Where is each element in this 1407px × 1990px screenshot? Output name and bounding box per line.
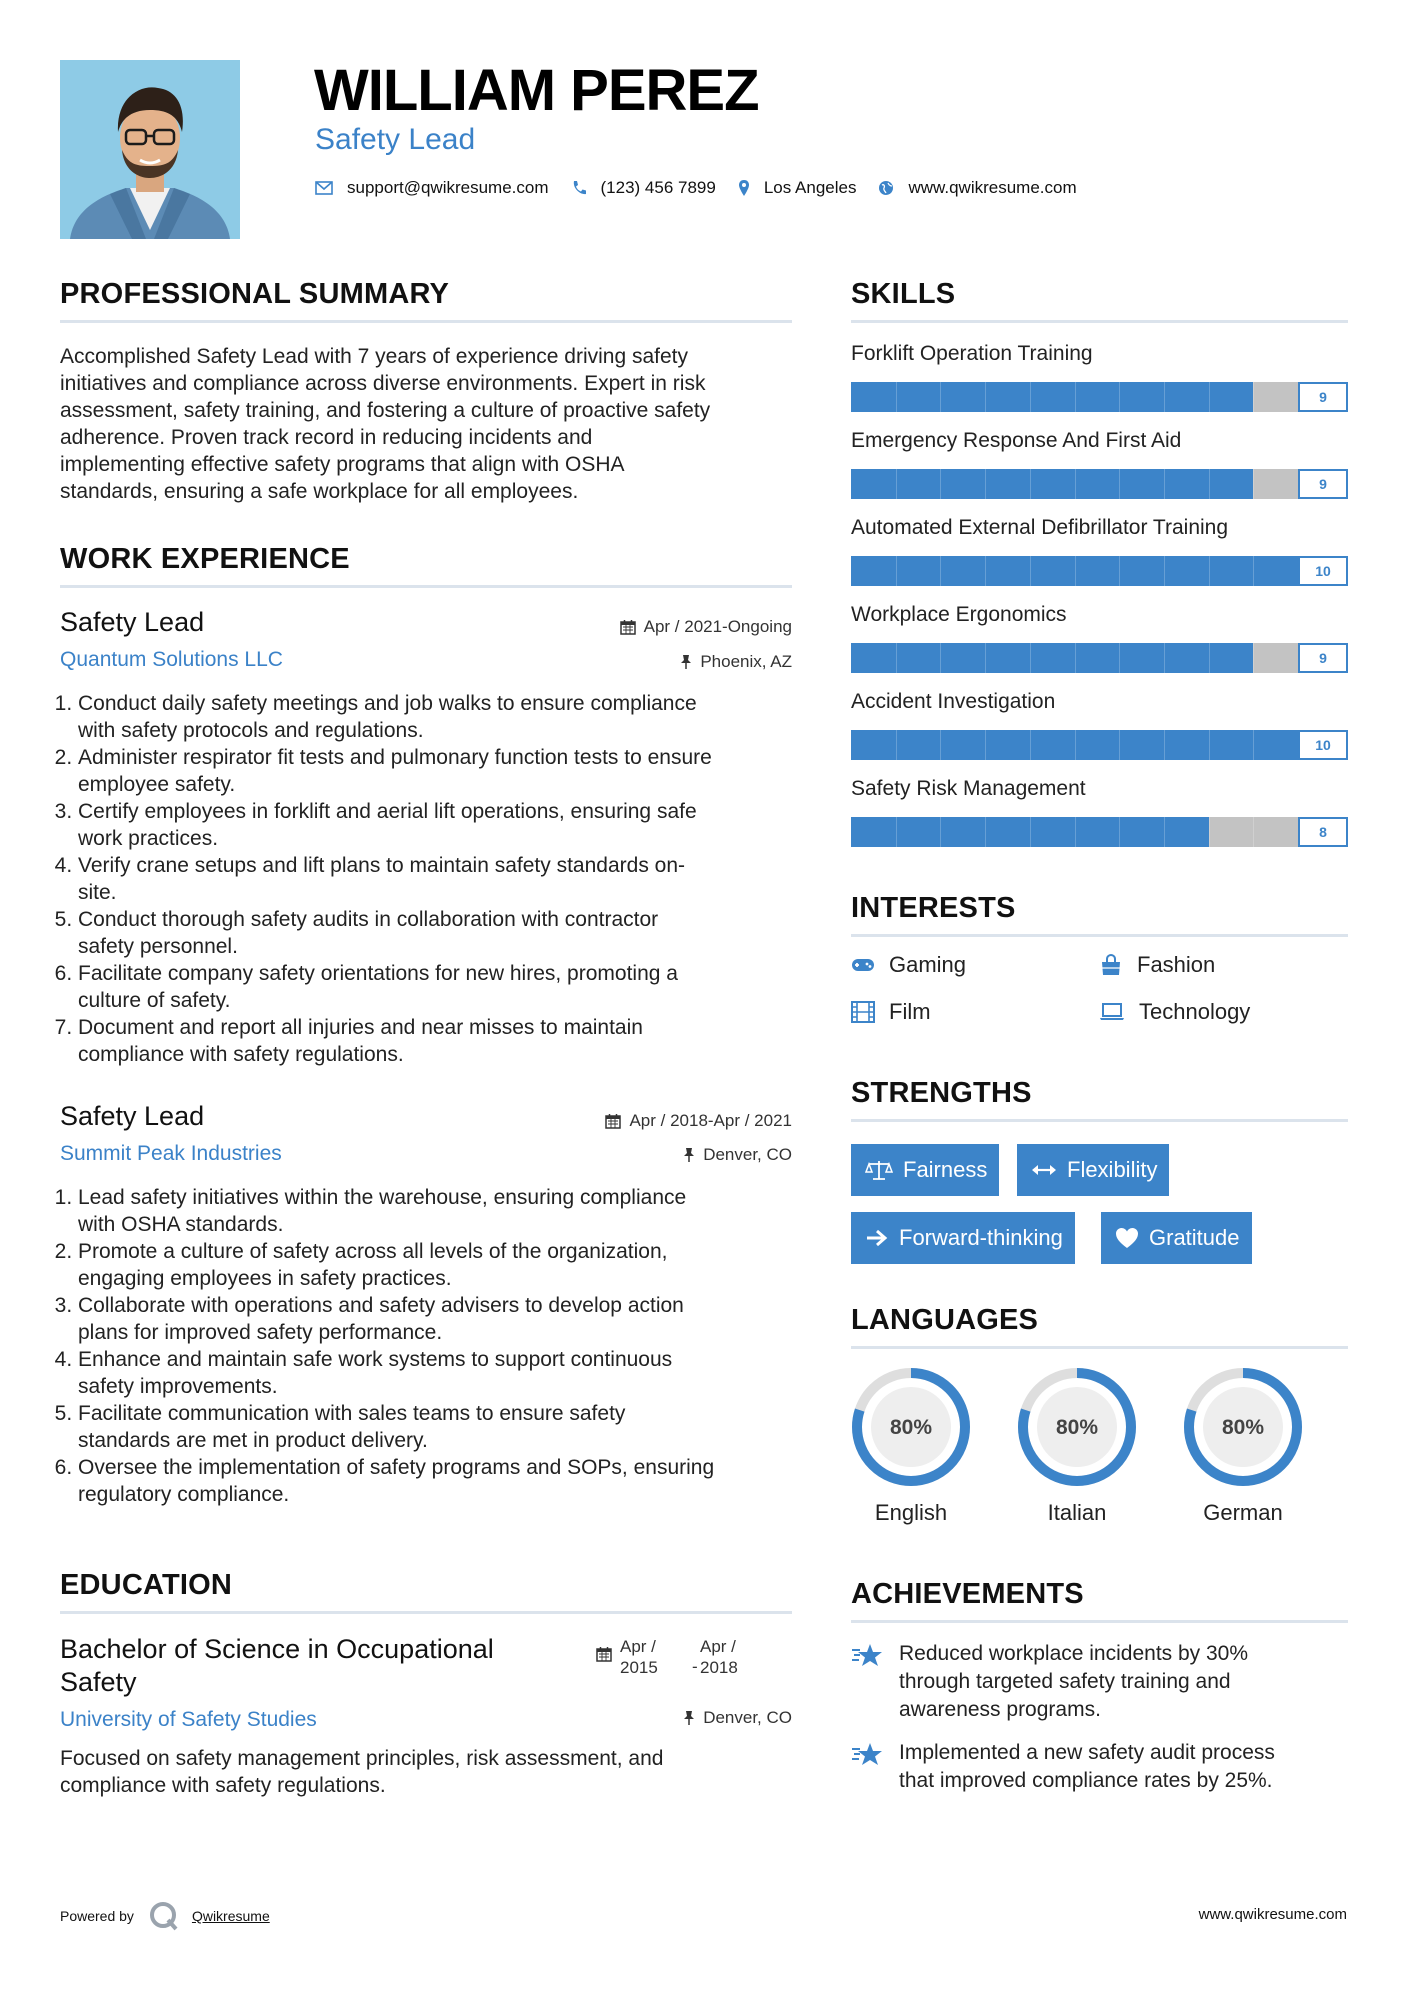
- job-responsibilities: [60, 1184, 802, 1508]
- skill-bar-segment: [1209, 730, 1210, 760]
- list-item: 1. Conduct daily safety meetings and job walks to ensure compliance with safety protocols and regulations.: [78, 690, 802, 744]
- job-location-text: Denver, CO: [703, 1145, 792, 1164]
- skill-score: 8: [1298, 817, 1348, 847]
- job-location: [680, 651, 792, 673]
- map-pin-icon: [738, 179, 750, 197]
- skills-rule: [851, 320, 1348, 323]
- degree-line: Safety: [60, 1667, 137, 1697]
- strength-gratitude: Gratitude: [1101, 1212, 1252, 1264]
- school-name[interactable]: University of Safety Studies: [60, 1708, 317, 1731]
- interests-rule: [851, 934, 1348, 937]
- skill-bar-segment: [1075, 643, 1076, 673]
- experience-rule: [60, 585, 792, 588]
- skill-bar-segment: [1119, 382, 1120, 412]
- skills-heading: SKILLS: [851, 278, 956, 310]
- job-date-text: Apr / 2018-Apr / 2021: [629, 1111, 792, 1130]
- skill-bar-segment: [985, 556, 986, 586]
- summary-text: [60, 343, 800, 505]
- skill-bar-segment: [1030, 556, 1031, 586]
- skill-score: 9: [1298, 643, 1348, 673]
- education-heading: EDUCATION: [60, 1569, 233, 1601]
- education-end: - Apr / 2018: [692, 1637, 738, 1677]
- skill-bar-segment: [896, 469, 897, 499]
- skill-bar: [851, 556, 1348, 586]
- summary-rule: [60, 320, 792, 323]
- list-item: 4. Verify crane setups and lift plans to maintain safety standards on- site.: [78, 852, 802, 906]
- arrow-right-icon: [865, 1228, 889, 1248]
- footer-site[interactable]: www.qwikresume.com: [1198, 1906, 1347, 1923]
- skill-bar-segment: [1253, 643, 1254, 673]
- skill-bar: [851, 730, 1348, 760]
- contact-phone[interactable]: [571, 178, 716, 198]
- skill-bar-segment: [985, 469, 986, 499]
- skill-bar-segment: [1119, 817, 1120, 847]
- skill-bar-segment: [1164, 730, 1165, 760]
- skill-score: 10: [1298, 730, 1348, 760]
- strength-forward-thinking: Forward-thinking: [851, 1212, 1075, 1264]
- skill-bar-fill: [851, 382, 1253, 412]
- interest-fashion: Fashion: [1099, 952, 1215, 978]
- skill-bar-segment: [896, 556, 897, 586]
- calendar-icon: [620, 619, 636, 635]
- skill-bar-segment: [1209, 643, 1210, 673]
- skill-bar: [851, 382, 1348, 412]
- skill-label: Safety Risk Management: [851, 777, 1086, 800]
- skill-bar-fill: [851, 469, 1253, 499]
- language-ring-chart: [1181, 1365, 1305, 1489]
- skill-bar-segment: [1164, 469, 1165, 499]
- email-text: support@qwikresume.com: [347, 178, 549, 197]
- list-item: 2. Promote a culture of safety across all levels of the organization, engaging employees in safety practices.: [78, 1238, 802, 1292]
- strengths-rule: [851, 1119, 1348, 1122]
- candidate-title: Safety Lead: [315, 123, 476, 156]
- skill-label: Accident Investigation: [851, 690, 1056, 713]
- skill-bar-segment: [940, 382, 941, 412]
- list-item: 1. Lead safety initiatives within the warehouse, ensuring compliance with OSHA standards.: [78, 1184, 802, 1238]
- language-percent: 80%: [1055, 1416, 1099, 1439]
- language-percent: 80%: [889, 1416, 933, 1439]
- phone-text: (123) 456 7899: [600, 178, 716, 197]
- skill-label: Automated External Defibrillator Training: [851, 516, 1229, 539]
- education-dates: [596, 1636, 770, 1678]
- skill-bar-segment: [896, 817, 897, 847]
- skill-bar-segment: [1119, 469, 1120, 499]
- skill-bar-segment: [1030, 817, 1031, 847]
- skill-bar-segment: [1209, 556, 1210, 586]
- skill-bar-segment: [940, 730, 941, 760]
- contact-website[interactable]: [878, 178, 1076, 198]
- calendar-icon: [596, 1646, 612, 1662]
- skill-bar-segment: [1030, 469, 1031, 499]
- skill-bar-segment: [1119, 556, 1120, 586]
- language-name: English: [874, 1500, 948, 1525]
- skill-bar-segment: [1119, 643, 1120, 673]
- skill-bar-segment: [985, 817, 986, 847]
- achievements-heading: ACHIEVEMENTS: [851, 1578, 1084, 1610]
- list-item: 7. Document and report all injuries and near misses to maintain compliance with safety regulations.: [78, 1014, 802, 1068]
- globe-icon: [878, 180, 894, 196]
- pushpin-icon: [683, 1710, 695, 1726]
- skill-bar-segment: [1164, 556, 1165, 586]
- skill-bar-segment: [1075, 817, 1076, 847]
- skill-bar-segment: [1075, 469, 1076, 499]
- languages-rule: [851, 1346, 1348, 1349]
- language-ring-chart: [849, 1365, 973, 1489]
- skill-score: 10: [1298, 556, 1348, 586]
- skill-bar-segment: [896, 730, 897, 760]
- arrows-horizontal-icon: [1031, 1163, 1057, 1177]
- achievement-item: Reduced workplace incidents by 30% through targeted safety training and awareness programs.: [851, 1640, 1348, 1724]
- summary-line: standards, ensuring a safe workplace for all employees.: [60, 480, 579, 503]
- envelope-icon: [315, 181, 333, 195]
- star-icon: [851, 1642, 883, 1670]
- skill-score: 9: [1298, 469, 1348, 499]
- list-item: 2. Administer respirator fit tests and pulmonary function tests to ensure employee safety.: [78, 744, 802, 798]
- skill-bar-segment: [1164, 643, 1165, 673]
- achievements-rule: [851, 1620, 1348, 1623]
- summary-heading: PROFESSIONAL SUMMARY: [60, 278, 450, 310]
- language-name: German: [1203, 1500, 1283, 1525]
- star-icon: [851, 1741, 883, 1769]
- skill-bar-segment: [1253, 730, 1254, 760]
- education-location-text: Denver, CO: [703, 1708, 792, 1727]
- pushpin-icon: [683, 1147, 695, 1163]
- film-icon: [851, 1001, 875, 1023]
- language-name: Italian: [1047, 1500, 1107, 1525]
- candidate-name: WILLIAM PEREZ: [314, 58, 759, 123]
- education-location: [683, 1707, 792, 1729]
- skill-bar-segment: [1253, 469, 1254, 499]
- language-ring: [1181, 1365, 1305, 1494]
- job-title: Safety Lead: [60, 1101, 205, 1131]
- strength-flexibility: Flexibility: [1017, 1144, 1169, 1196]
- job-company[interactable]: Summit Peak Industries: [60, 1142, 282, 1165]
- interest-gaming: Gaming: [851, 952, 966, 978]
- skill-bar-segment: [940, 643, 941, 673]
- shopping-bag-icon: [1099, 954, 1123, 976]
- strengths-heading: STRENGTHS: [851, 1077, 1032, 1109]
- contact-location: [738, 178, 857, 198]
- job-location: [683, 1144, 792, 1166]
- education-description: Focused on safety management principles, risk assessment, and compliance with safety regulations.: [60, 1747, 664, 1797]
- job-location-text: Phoenix, AZ: [700, 652, 792, 671]
- skill-bar-segment: [1253, 817, 1254, 847]
- pushpin-icon: [680, 654, 692, 670]
- skill-bar-segment: [1209, 469, 1210, 499]
- skill-bar: [851, 643, 1348, 673]
- list-item: 5. Facilitate communication with sales teams to ensure safety standards are met in product delivery.: [78, 1400, 802, 1454]
- skill-bar-segment: [940, 817, 941, 847]
- list-item: 3. Certify employees in forklift and aerial lift operations, ensuring safe work practices.: [78, 798, 802, 852]
- list-item: 4. Enhance and maintain safe work systems to support continuous safety improvements.: [78, 1346, 802, 1400]
- summary-line: implementing effective safety programs that align with OSHA: [60, 453, 625, 476]
- summary-line: adherence. Proven track record in reducing incidents and: [60, 426, 593, 449]
- job-responsibilities: [60, 690, 802, 1068]
- skill-bar-segment: [1164, 817, 1165, 847]
- skill-label: Workplace Ergonomics: [851, 603, 1067, 626]
- summary-line: assessment, safety training, and fostering a culture of proactive safety: [60, 399, 711, 422]
- contact-email[interactable]: [315, 178, 549, 198]
- heart-icon: [1115, 1227, 1139, 1249]
- qwikresume-logo-icon: [148, 1900, 180, 1932]
- strength-fairness: Fairness: [851, 1144, 999, 1196]
- experience-heading: WORK EXPERIENCE: [60, 543, 350, 575]
- job-date: [605, 1110, 792, 1132]
- list-item: 6. Facilitate company safety orientations for new hires, promoting a culture of safety.: [78, 960, 802, 1014]
- skill-bar-segment: [1030, 382, 1031, 412]
- job-title: Safety Lead: [60, 607, 205, 637]
- skill-bar: [851, 469, 1348, 499]
- skill-bar-segment: [985, 730, 986, 760]
- phone-icon: [571, 180, 587, 196]
- list-item: 5. Conduct thorough safety audits in collaboration with contractor safety personnel.: [78, 906, 802, 960]
- interests-heading: INTERESTS: [851, 892, 1016, 924]
- profile-photo: [60, 60, 240, 239]
- skill-bar-segment: [1075, 382, 1076, 412]
- skill-label: Emergency Response And First Aid: [851, 429, 1182, 452]
- degree-title: [60, 1633, 580, 1699]
- language-ring: [1015, 1365, 1139, 1494]
- website-text: www.qwikresume.com: [908, 178, 1077, 197]
- education-start: Apr / 2015: [620, 1637, 658, 1677]
- interest-film: Film: [851, 999, 931, 1025]
- contact-row: [315, 178, 1099, 198]
- gamepad-icon: [851, 957, 875, 973]
- skill-label: Forklift Operation Training: [851, 342, 1093, 365]
- skill-bar-segment: [1209, 817, 1210, 847]
- skill-bar-segment: [1030, 643, 1031, 673]
- languages-heading: LANGUAGES: [851, 1304, 1039, 1336]
- skill-bar-segment: [940, 469, 941, 499]
- skill-bar-segment: [896, 643, 897, 673]
- location-text: Los Angeles: [763, 178, 857, 197]
- job-date-text: Apr / 2021-Ongoing: [643, 617, 792, 636]
- summary-line: initiatives and compliance across diverse environments. Expert in risk: [60, 372, 706, 395]
- skill-bar-segment: [1253, 382, 1254, 412]
- job-date: [620, 616, 792, 638]
- skill-bar-segment: [985, 643, 986, 673]
- language-percent: 80%: [1221, 1416, 1265, 1439]
- skill-score: 9: [1298, 382, 1348, 412]
- skill-bar-segment: [1075, 730, 1076, 760]
- skill-bar-segment: [1119, 730, 1120, 760]
- language-ring: [849, 1365, 973, 1494]
- skill-bar-fill: [851, 643, 1253, 673]
- education-rule: [60, 1611, 792, 1614]
- calendar-icon: [605, 1113, 621, 1129]
- skill-bar-segment: [1164, 382, 1165, 412]
- brand-link[interactable]: Qwikresume: [191, 1908, 270, 1924]
- interest-technology: Technology: [1099, 999, 1250, 1025]
- skill-bar-segment: [1030, 730, 1031, 760]
- summary-line: Accomplished Safety Lead with 7 years of experience driving safety: [60, 345, 689, 368]
- skill-bar-segment: [896, 382, 897, 412]
- job-company[interactable]: Quantum Solutions LLC: [60, 648, 283, 671]
- list-item: 6. Oversee the implementation of safety programs and SOPs, ensuring regulatory compliance.: [78, 1454, 802, 1508]
- skill-bar-segment: [940, 556, 941, 586]
- list-item: 3. Collaborate with operations and safety advisers to develop action plans for improved safety performance.: [78, 1292, 802, 1346]
- degree-line: Bachelor of Science in Occupational: [60, 1634, 494, 1664]
- skill-bar-segment: [1075, 556, 1076, 586]
- laptop-icon: [1099, 1003, 1125, 1021]
- balance-scale-icon: [865, 1159, 893, 1181]
- skill-bar-segment: [1209, 382, 1210, 412]
- achievement-item: Implemented a new safety audit process that improved compliance rates by 25%.: [851, 1739, 1348, 1795]
- skill-bar: [851, 817, 1348, 847]
- language-ring-chart: [1015, 1365, 1139, 1489]
- skill-bar-segment: [1253, 556, 1254, 586]
- skill-bar-segment: [985, 382, 986, 412]
- powered-by-text: Powered by: [60, 1908, 134, 1924]
- footer-powered-by: [60, 1900, 270, 1932]
